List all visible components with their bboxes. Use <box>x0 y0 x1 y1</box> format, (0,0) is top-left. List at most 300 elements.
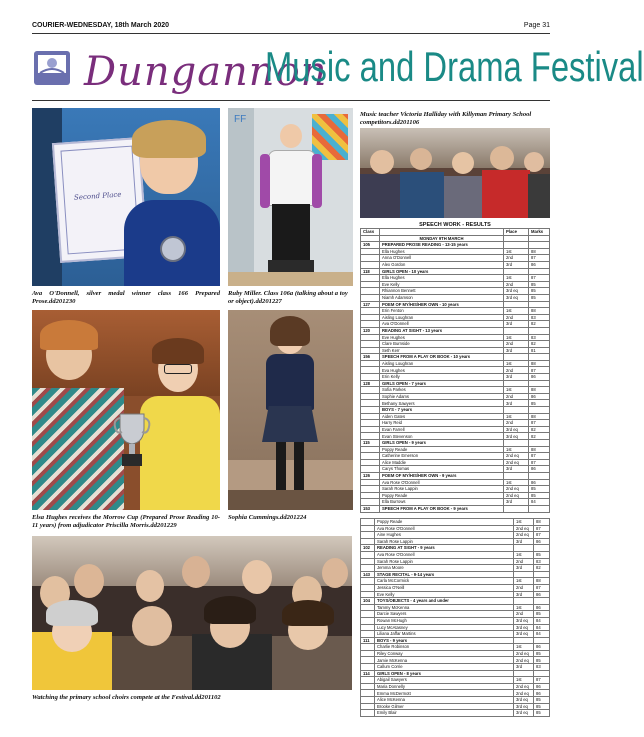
cell-entry-name: Ava O'Donnell <box>380 321 504 328</box>
results-row <box>361 551 550 558</box>
cell-entry-name: Clare Burnside <box>380 341 504 348</box>
cell-class-number <box>361 281 380 288</box>
navy-skirt <box>262 406 318 442</box>
cell-place: 1st <box>514 551 534 558</box>
results-row <box>361 519 550 526</box>
cell-place: 1st <box>504 479 529 486</box>
results-row <box>361 657 550 664</box>
cell-marks: 84 <box>529 499 550 506</box>
navy-cardigan <box>266 354 314 410</box>
cell-place <box>504 440 529 447</box>
cell-entry-name: SPEECH FROM A PLAY OR BOOK - 10 years <box>380 354 504 361</box>
cell-entry-name: Niamh Adamson <box>380 294 504 301</box>
cell-marks: 85 <box>534 710 550 717</box>
results-row <box>361 341 550 348</box>
cell-marks <box>534 670 550 677</box>
cell-entry-name: Riley Conway <box>375 650 514 657</box>
cell-marks: 85 <box>529 281 550 288</box>
cell-place: 2nd eq <box>514 532 534 539</box>
cell-place <box>514 637 534 644</box>
cell-entry-name: Eve Hughes <box>380 334 504 341</box>
cell-class-number: 111 <box>361 637 375 644</box>
results-row <box>361 690 550 697</box>
cell-marks <box>529 301 550 308</box>
cell-class-number <box>361 591 375 598</box>
cell-entry-name: Alex Gordon <box>380 261 504 268</box>
results-row <box>361 420 550 427</box>
cell-place: 1st <box>504 360 529 367</box>
results-grid-1 <box>360 228 550 513</box>
results-class-row <box>361 407 550 414</box>
cell-class-number: 156 <box>361 354 380 361</box>
sophia-hair <box>270 316 310 346</box>
caption-ruby-miller: Ruby Miller. Class 106a (talking about a toy or object).dd201227 <box>228 290 348 305</box>
results-row <box>361 584 550 591</box>
cycling-jersey <box>268 150 316 206</box>
cell-marks: 86 <box>529 261 550 268</box>
cell-entry-name: Poppy Reade <box>375 519 514 526</box>
cell-class-number <box>361 697 375 704</box>
results-row <box>361 347 550 354</box>
results-row <box>361 499 550 506</box>
cell-class-number <box>361 644 375 651</box>
cell-place: 1st <box>514 604 534 611</box>
cell-entry-name: Catherine Emerson <box>380 453 504 460</box>
cell-class-number <box>361 624 375 631</box>
cell-place: 2nd <box>504 341 529 348</box>
cell-place: 1st <box>514 677 534 684</box>
cell-entry-name: GIRLS OPEN - 9 years <box>380 440 504 447</box>
cell-marks: 85 <box>534 703 550 710</box>
cell-class-number <box>361 321 380 328</box>
cell-place <box>504 505 529 512</box>
cell-place: 2nd <box>504 393 529 400</box>
caption-elsa-hughes: Elsa Hughes receives the Morrow Cup (Prepared Prose Reading 10-11 years) from adjudicator Priscilla Morris.dd201229 <box>32 514 220 529</box>
cell-class-number <box>361 650 375 657</box>
cell-marks <box>529 354 550 361</box>
cell-class-number <box>361 519 375 526</box>
results-row <box>361 578 550 585</box>
results-row <box>361 631 550 638</box>
cell-marks: 88 <box>529 248 550 255</box>
cell-marks: 84 <box>534 617 550 624</box>
cell-class-number <box>361 499 380 506</box>
cell-class-number <box>361 486 380 493</box>
cell-place <box>504 407 529 414</box>
caption-victoria-halliday: Music teacher Victoria Halliday with Killyman Primary School competitors.dd201106 <box>360 111 532 126</box>
girl-hair-elsa <box>152 338 204 364</box>
cell-class-number: 143 <box>361 571 375 578</box>
cell-class-number: 128 <box>361 380 380 387</box>
right-sleeve <box>312 154 322 208</box>
cell-place: 2nd eq <box>504 486 529 493</box>
cell-entry-name: Eve Kelly <box>375 591 514 598</box>
cell-place: 1st <box>504 413 529 420</box>
cell-entry-name: Rhiannon Bennett <box>380 288 504 295</box>
photo-choir-audience <box>32 536 352 690</box>
cell-marks: 87 <box>529 459 550 466</box>
cell-entry-name: Charlie Robinson <box>375 644 514 651</box>
cell-entry-name: Carla McCormick <box>375 578 514 585</box>
results-grid-2 <box>360 518 550 717</box>
cell-marks: 87 <box>529 255 550 262</box>
cell-marks: 87 <box>529 453 550 460</box>
cell-class-number <box>361 308 380 315</box>
cell-place: 2nd eq <box>514 657 534 664</box>
cell-class-number <box>361 334 380 341</box>
cell-entry-name: Seth Kerr <box>380 347 504 354</box>
cell-marks: 82 <box>529 341 550 348</box>
cell-place: 2nd <box>514 558 534 565</box>
cell-entry-name: Lucy McAtasney <box>375 624 514 631</box>
photo-background-wall <box>228 108 254 286</box>
cell-class-number <box>361 538 375 545</box>
cell-marks: 85 <box>534 650 550 657</box>
cell-class-number <box>361 558 375 565</box>
cell-place: 3rd eq <box>504 294 529 301</box>
cell-class-number <box>361 347 380 354</box>
grey-hair <box>46 600 98 626</box>
cell-place: 1st <box>504 387 529 394</box>
cell-place <box>514 598 534 605</box>
cell-entry-name: Ella Hughes <box>380 275 504 282</box>
results-class-row <box>361 670 550 677</box>
results-row <box>361 367 550 374</box>
cell-place <box>514 670 534 677</box>
cell-class-number <box>361 525 375 532</box>
cell-place: 3rd eq <box>514 624 534 631</box>
cell-place <box>504 380 529 387</box>
cell-marks: 87 <box>529 275 550 282</box>
cell-marks: 85 <box>529 492 550 499</box>
results-table-2 <box>360 518 550 716</box>
results-class-row <box>361 505 550 512</box>
cell-place: 3rd <box>514 538 534 545</box>
cell-entry-name: Jessica O'Neill <box>375 584 514 591</box>
results-row <box>361 611 550 618</box>
cell-entry-name: TOYS/OBJECTS - 4 years and under <box>375 598 514 605</box>
cell-marks: 88 <box>529 413 550 420</box>
results-row <box>361 334 550 341</box>
photo-ava-odonnell <box>32 108 220 286</box>
cell-class-number <box>361 248 380 255</box>
results-row <box>361 565 550 572</box>
cell-marks: 85 <box>534 657 550 664</box>
results-row <box>361 288 550 295</box>
floor <box>228 272 353 286</box>
cell-entry-name: Ava Rose O'Donnell <box>375 551 514 558</box>
cell-place: 1st <box>514 519 534 526</box>
cell-marks: 85 <box>529 486 550 493</box>
cell-marks: 86 <box>534 644 550 651</box>
cell-entry-name: Evan Stevenson <box>380 433 504 440</box>
cell-marks: 84 <box>534 631 550 638</box>
cell-class-number <box>361 393 380 400</box>
results-row <box>361 308 550 315</box>
cell-class-number: 115 <box>361 440 380 447</box>
results-row <box>361 261 550 268</box>
cell-marks: 86 <box>529 393 550 400</box>
results-row <box>361 466 550 473</box>
cell-class-number <box>361 683 375 690</box>
results-class-row <box>361 598 550 605</box>
red-coat <box>482 170 530 218</box>
cell-class-number <box>361 479 380 486</box>
cell-class-number <box>361 367 380 374</box>
cell-class-number <box>361 374 380 381</box>
results-class-row <box>361 327 550 334</box>
cell-place: 1st <box>504 248 529 255</box>
cell-place <box>514 571 534 578</box>
results-row <box>361 532 550 539</box>
cell-entry-name: STAGE RECITAL - 9-14 years <box>375 571 514 578</box>
cell-marks: 82 <box>529 321 550 328</box>
cell-place: 3rd eq <box>514 697 534 704</box>
child-face <box>280 124 302 148</box>
cell-marks: 87 <box>534 584 550 591</box>
cell-marks: 82 <box>529 426 550 433</box>
cell-marks: 86 <box>529 466 550 473</box>
cell-class-number <box>361 584 375 591</box>
wall-letters: FF <box>234 114 247 125</box>
cell-marks: 85 <box>529 294 550 301</box>
results-row <box>361 360 550 367</box>
results-row <box>361 683 550 690</box>
cell-class-number <box>361 360 380 367</box>
cell-class-number <box>361 459 380 466</box>
cell-place: 3rd eq <box>514 703 534 710</box>
cell-place: 2nd <box>504 367 529 374</box>
cell-marks: 86 <box>534 538 550 545</box>
cell-marks: 86 <box>534 690 550 697</box>
cell-place: 2nd <box>514 584 534 591</box>
results-row <box>361 591 550 598</box>
cell-entry-name: Poppy Reade <box>380 492 504 499</box>
cell-marks: 87 <box>529 420 550 427</box>
results-row <box>361 314 550 321</box>
results-row <box>361 446 550 453</box>
cell-place: 2nd eq <box>504 459 529 466</box>
photo-elsa-hughes <box>32 310 220 510</box>
cell-class-number <box>361 407 380 414</box>
results-row <box>361 486 550 493</box>
results-row <box>361 393 550 400</box>
cell-class-number: 120 <box>361 327 380 334</box>
cell-class-number: 127 <box>361 301 380 308</box>
cell-marks: 86 <box>534 591 550 598</box>
cell-class-number <box>361 551 375 558</box>
cell-entry-name: Erin Fenton <box>380 308 504 315</box>
festival-banner <box>32 41 644 98</box>
cell-marks: 86 <box>529 479 550 486</box>
cell-class-number <box>361 275 380 282</box>
cell-class-number: 126 <box>361 472 380 479</box>
col-marks-header: Marks <box>529 229 550 236</box>
cell-place: 2nd eq <box>504 492 529 499</box>
cell-entry-name: GIRLS OPEN - 10 years <box>380 268 504 275</box>
cell-entry-name: BOYS - 9 years <box>375 637 514 644</box>
cell-marks: 85 <box>529 400 550 407</box>
cell-place: 2nd eq <box>514 525 534 532</box>
cell-marks: 85 <box>534 697 550 704</box>
results-row <box>361 538 550 545</box>
cell-marks <box>529 472 550 479</box>
cell-marks <box>529 242 550 249</box>
cell-place <box>504 301 529 308</box>
cell-place <box>504 268 529 275</box>
results-class-row <box>361 301 550 308</box>
results-class-row <box>361 380 550 387</box>
banner-rule <box>32 100 550 101</box>
cell-place: 3rd <box>504 400 529 407</box>
cell-marks: 82 <box>529 433 550 440</box>
cell-class-number <box>361 532 375 539</box>
results-row <box>361 703 550 710</box>
cell-class-number: 114 <box>361 670 375 677</box>
cell-entry-name: Maria Donnelly <box>375 683 514 690</box>
cell-marks <box>534 598 550 605</box>
cell-marks: 83 <box>529 334 550 341</box>
cell-entry-name: Liliana Jaffar Martins <box>375 631 514 638</box>
cell-marks: 83 <box>534 664 550 671</box>
left-leg <box>276 442 286 494</box>
cell-place <box>514 545 534 552</box>
cell-place: 1st <box>504 275 529 282</box>
cell-entry-name: Ella Burrows <box>380 499 504 506</box>
cell-entry-name: Callum Corrie <box>375 664 514 671</box>
cell-place: 3rd eq <box>504 288 529 295</box>
cell-entry-name: Sarah Rose Lappin <box>375 558 514 565</box>
results-row <box>361 644 550 651</box>
cell-marks <box>529 505 550 512</box>
cell-place: 1st <box>514 644 534 651</box>
results-row <box>361 525 550 532</box>
cell-class-number: 118 <box>361 268 380 275</box>
left-sleeve <box>260 154 270 208</box>
results-row <box>361 677 550 684</box>
results-row <box>361 321 550 328</box>
cell-class-number: 102 <box>361 545 375 552</box>
cell-entry-name: Eva Hughes <box>380 367 504 374</box>
cell-class-number <box>361 433 380 440</box>
cell-class-number <box>361 400 380 407</box>
cell-entry-name: POEM OF MY/HIS/HER OWN - 9 years <box>380 472 504 479</box>
certificate-place: Second Place <box>73 190 122 202</box>
cell-place: 3rd <box>514 565 534 572</box>
cell-marks <box>529 380 550 387</box>
cell-entry-name: Carys Thomas <box>380 466 504 473</box>
results-row <box>361 255 550 262</box>
cell-entry-name: Alice McKenna <box>375 697 514 704</box>
results-class-row <box>361 472 550 479</box>
page-number: Page 31 <box>523 22 550 29</box>
cell-class-number: 104 <box>361 598 375 605</box>
results-row <box>361 558 550 565</box>
cell-marks: 87 <box>534 525 550 532</box>
cell-place: 2nd <box>504 281 529 288</box>
black-leggings <box>272 204 310 262</box>
cell-class-number <box>361 664 375 671</box>
cell-entry-name: Abigail Sawyers <box>375 677 514 684</box>
yellow-jumper <box>140 396 220 510</box>
results-table-1 <box>360 222 550 512</box>
cell-place: 2nd <box>504 420 529 427</box>
results-class-row <box>361 268 550 275</box>
results-row <box>361 459 550 466</box>
results-row <box>361 275 550 282</box>
results-row <box>361 479 550 486</box>
cell-place: 1st <box>504 446 529 453</box>
cell-marks: 83 <box>534 558 550 565</box>
cell-entry-name: Tammy McKenna <box>375 604 514 611</box>
cell-class-number: 105 <box>361 242 380 249</box>
results-row <box>361 374 550 381</box>
cell-class-number <box>361 631 375 638</box>
cell-place: 1st <box>514 578 534 585</box>
cell-place: 3rd <box>504 261 529 268</box>
cell-marks <box>529 407 550 414</box>
cell-place: 2nd <box>504 255 529 262</box>
cell-entry-name: Ava Rose O'Donnell <box>375 525 514 532</box>
cell-marks: 88 <box>529 360 550 367</box>
cell-class-number <box>361 690 375 697</box>
cell-entry-name: Ella Hughes <box>380 248 504 255</box>
results-row <box>361 604 550 611</box>
cell-class-number <box>361 657 375 664</box>
cell-marks: 85 <box>534 551 550 558</box>
cell-class-number <box>361 611 375 618</box>
cell-place <box>504 242 529 249</box>
right-leg <box>294 442 304 494</box>
cell-entry-name: Sophie Adams <box>380 393 504 400</box>
results-row <box>361 664 550 671</box>
results-class-row <box>361 354 550 361</box>
col-class-header: Class <box>361 229 380 236</box>
cell-marks: 82 <box>534 565 550 572</box>
cell-place: 2nd <box>514 611 534 618</box>
cell-class-number <box>361 453 380 460</box>
cell-entry-name: Eve Kelly <box>380 281 504 288</box>
cell-class-number <box>361 314 380 321</box>
results-class-row <box>361 545 550 552</box>
cell-entry-name: Jemma Moore <box>375 565 514 572</box>
cell-entry-name: Evan Farrell <box>380 426 504 433</box>
stage-floor <box>228 490 353 510</box>
cell-place: 1st <box>504 308 529 315</box>
cell-place: 3rd eq <box>514 710 534 717</box>
cell-marks: 85 <box>529 288 550 295</box>
black-shoes <box>268 260 314 272</box>
cell-place: 3rd eq <box>504 426 529 433</box>
cell-class-number <box>361 294 380 301</box>
cell-marks: 88 <box>529 308 550 315</box>
results-row <box>361 294 550 301</box>
morrow-cup-icon <box>112 410 152 470</box>
photo-audience-killyman <box>360 128 550 218</box>
col-place-header: Place <box>504 229 529 236</box>
cell-entry-name: READING AT SIGHT - 13 years <box>380 327 504 334</box>
cell-marks: 86 <box>529 374 550 381</box>
results-row <box>361 453 550 460</box>
cell-entry-name: Aine Hughes <box>375 532 514 539</box>
cell-marks: 88 <box>529 446 550 453</box>
cell-entry-name: Emily Blair <box>375 710 514 717</box>
glasses-icon <box>164 364 192 374</box>
cell-marks: 88 <box>529 387 550 394</box>
cell-place: 3rd <box>514 664 534 671</box>
cell-marks <box>534 545 550 552</box>
cell-place: 2nd <box>504 314 529 321</box>
